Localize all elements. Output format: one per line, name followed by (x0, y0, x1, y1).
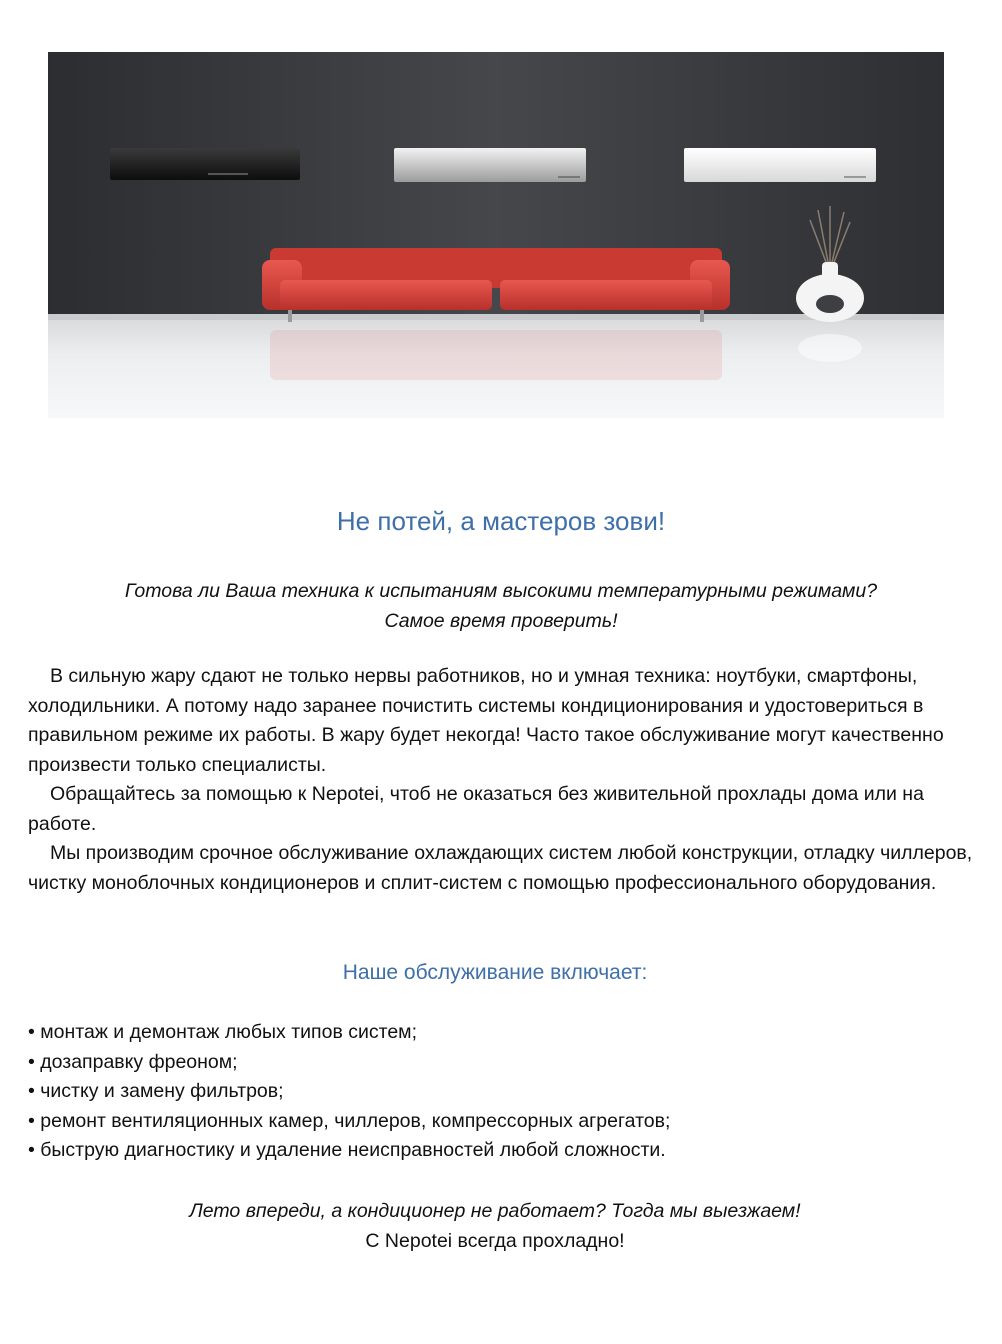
ac-unit-black (110, 148, 300, 180)
body-text (28, 662, 978, 898)
closing (0, 1196, 990, 1256)
ac-unit-silver (394, 148, 586, 182)
closing-line-1: Лето впереди, а кондиционер не работает? Тогда мы выезжаем! (189, 1200, 801, 1222)
list-item: • монтаж и демонтаж любых типов систем; (28, 1018, 978, 1048)
list-item: • чистку и замену фильтров; (28, 1077, 978, 1107)
subtitle (0, 576, 1002, 636)
list-item: • быструю диагностику и удаление неисправностей любой сложности. (28, 1136, 978, 1166)
ac-unit-white (684, 148, 876, 182)
closing-line-2: С Nepotei всегда прохладно! (365, 1230, 625, 1252)
list-item: • дозаправку фреоном; (28, 1048, 978, 1078)
services-list (28, 1018, 978, 1166)
services-heading: Наше обслуживание включает: (342, 961, 648, 984)
list-item: • ремонт вентиляционных камер, чиллеров, компрессорных агрегатов; (28, 1107, 978, 1137)
hero-image (48, 52, 944, 418)
subtitle-line-1: Готова ли Ваша техника к испытаниям высокими температурными режимами? (124, 580, 878, 602)
paragraph-2: Обращайтесь за помощью к Nepotei, чтоб не оказаться без живительной прохлады дома или на работе. (28, 783, 924, 835)
paragraph-3: Мы производим срочное обслуживание охлаждающих систем любой конструкции, отладку чиллеров, чистку моноблочных кондиционеров и сплит-систем с помощью профессионального оборудования. (28, 842, 973, 894)
page-title: Не потей, а мастеров зови! (336, 506, 666, 536)
paragraph-1: В сильную жару сдают не только нервы работников, но и умная техника: ноутбуки, смартфоны, холодильники. А потому надо заранее почистить системы кондиционирования и удостовериться в правильном режиме их работы. В жару будет некогда! Часто такое обслуживание могут качественно произвести только специалисты. (28, 665, 944, 776)
subtitle-line-2: Самое время проверить! (384, 610, 618, 632)
